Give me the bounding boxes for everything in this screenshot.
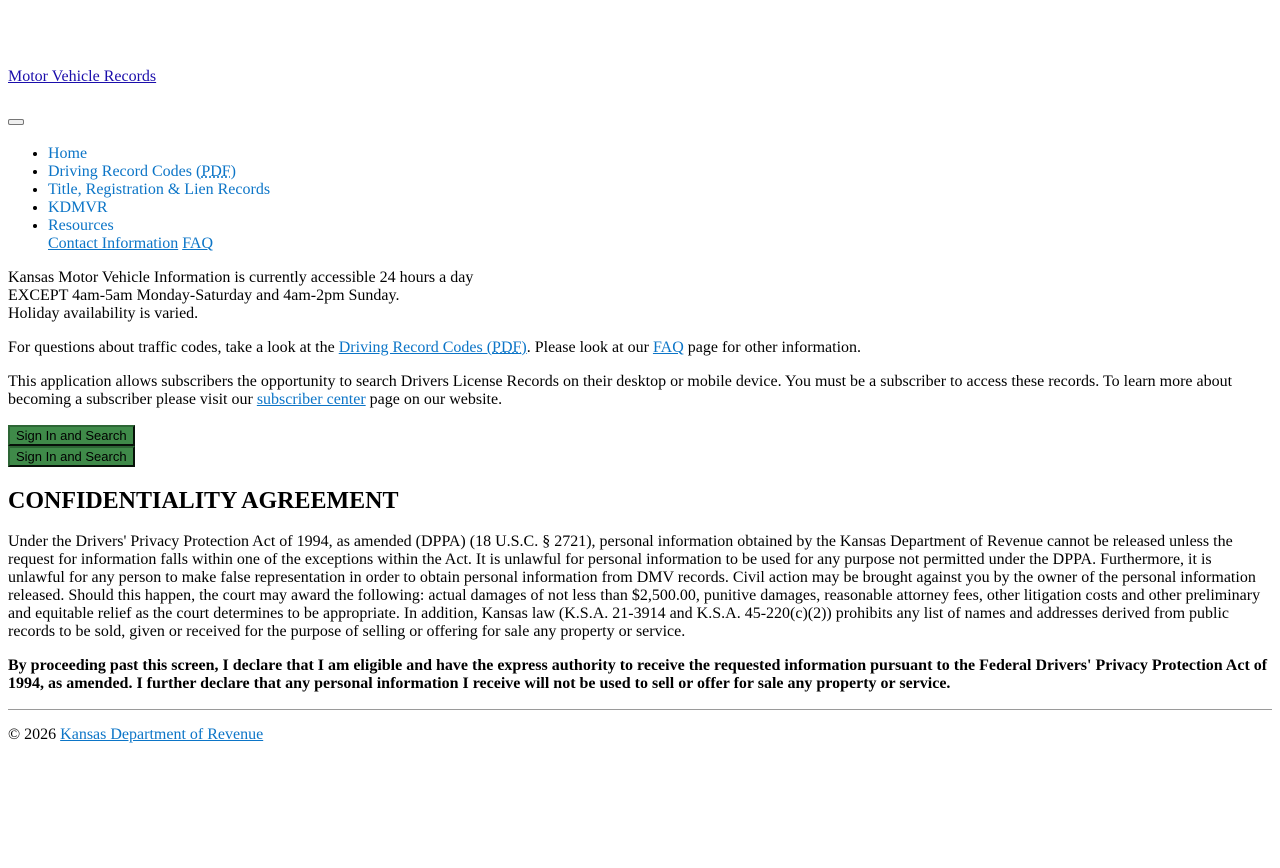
sign-in-and-search-button[interactable]: Sign In and Search [8, 425, 135, 446]
availability-notice [8, 269, 1272, 323]
nav-link-title-registration[interactable]: Title, Registration & Lien Records [48, 181, 271, 198]
nav-item-resources [48, 217, 1272, 253]
agreement-declaration: By proceeding past this screen, I declare that I am eligible and have the express authority to receive the requested information pursuant to the Federal Drivers' Privacy Protection Act of 1994, as amended. I further declare that any personal information I receive will not be used to sell or offer for sale any property or service. [8, 657, 1268, 692]
codes-link-prefix: Driving Record Codes ( [338, 339, 493, 356]
subscriber-paragraph [8, 373, 1272, 409]
questions-text-before: For questions about traffic codes, take a look at the [8, 339, 339, 356]
faq-link[interactable]: FAQ [652, 339, 684, 356]
codes-link-suffix: ) [521, 339, 527, 356]
submenu-link-faq[interactable]: FAQ [182, 235, 214, 252]
subscriber-center-link[interactable]: subscriber center [256, 391, 366, 408]
nav-link-home[interactable]: Home [48, 145, 88, 162]
pdf-abbr: PDF [201, 163, 231, 180]
availability-line-1: Kansas Motor Vehicle Information is currently accessible 24 hours a day [8, 269, 474, 286]
menu-toggle-button[interactable] [8, 119, 24, 125]
sign-in-and-search-button-secondary[interactable]: Sign In and Search [8, 446, 135, 467]
kansas-department-of-revenue-link[interactable]: Kansas Department of Revenue [60, 726, 264, 743]
main-nav [8, 145, 1272, 253]
footer-divider [8, 709, 1272, 710]
subscriber-text-before: This application allows subscribers the opportunity to search Drivers License Records on their desktop or mobile device. You must be a subscriber to access these records. To learn more about becoming a subscriber please visit our [8, 373, 1233, 408]
nav-link-resources[interactable]: Resources [48, 217, 114, 234]
agreement-body: Under the Drivers' Privacy Protection Act of 1994, as amended (DPPA) (18 U.S.C. § 2721), personal information obtained by the Kansas Department of Revenue cannot be released unless the request for information falls within one of the exceptions within the Act. It is unlawful for personal information to be used for any purpose not permitted under the DPPA. Furthermore, it is unlawful for any person to make false representation in order to obtain personal information from DMV records. Civil action may be brought against you by the owner of the personal information released. Should this happen, the court may award the following: actual damages of not less than $2,500.00, punitive damages, reasonable attorney fees, other litigation costs and other preliminary and equitable relief as the court determines to be appropriate. In addition, Kansas law (K.S.A. 21-3914 and K.S.A. 45-220(c)(2)) prohibits any list of names and addresses derived from public records to be sold, given or received for the purpose of selling or offering for sale any property or service. [8, 533, 1261, 640]
availability-line-3: Holiday availability is varied. [8, 305, 199, 322]
nav-item-title-registration [48, 181, 1272, 199]
nav-item-kdmvr [48, 199, 1272, 217]
confidentiality-agreement-heading: CONFIDENTIALITY AGREEMENT [8, 488, 399, 514]
nav-item-home [48, 145, 1272, 163]
nav-item-driving-record-codes [48, 163, 1272, 181]
availability-line-2: EXCEPT 4am-5am Monday-Saturday and 4am-2pm Sunday. [8, 287, 400, 304]
driving-record-codes-link[interactable] [339, 339, 527, 356]
nav-link-driving-record-codes[interactable] [48, 163, 236, 180]
questions-text-middle: . Please look at our [526, 339, 653, 356]
questions-text-after: page for other information. [683, 339, 862, 356]
submenu-link-contact-information[interactable]: Contact Information [48, 235, 179, 252]
sign-in-buttons [8, 425, 1272, 467]
footer [8, 726, 1272, 744]
nav-link-codes-suffix: ) [230, 163, 236, 180]
nav-link-codes-prefix: Driving Record Codes ( [48, 163, 202, 180]
nav-link-kdmvr[interactable]: KDMVR [48, 199, 108, 216]
subscriber-text-after: page on our website. [365, 391, 503, 408]
codes-link-pdf-abbr: PDF [492, 339, 522, 356]
questions-paragraph [8, 339, 1272, 357]
site-title-link[interactable]: Motor Vehicle Records [8, 68, 157, 85]
resources-submenu [48, 235, 1272, 253]
footer-copyright: © 2026 [8, 726, 61, 743]
page [0, 68, 1280, 744]
